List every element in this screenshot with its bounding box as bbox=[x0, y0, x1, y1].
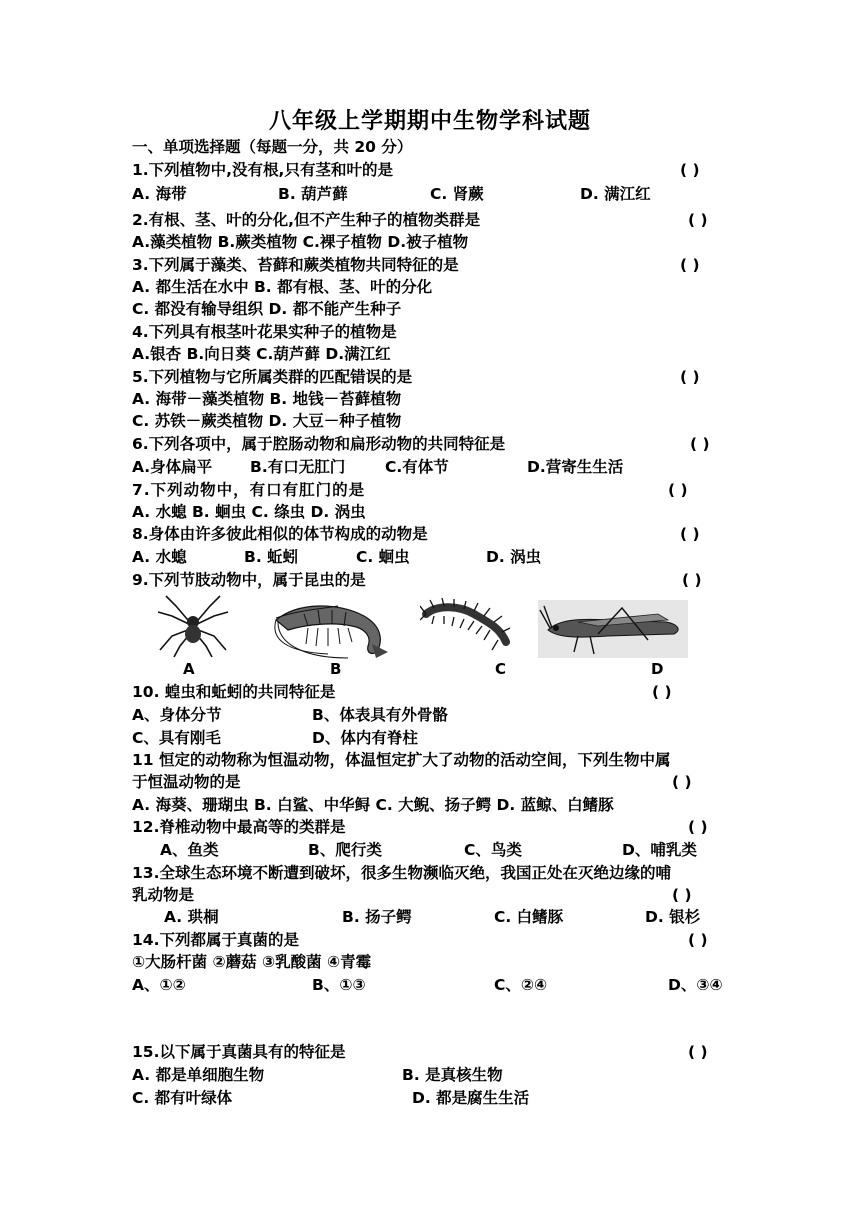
answer-bracket-3[interactable]: ( ) bbox=[680, 256, 700, 274]
q8-option-d: D. 涡虫 bbox=[486, 548, 542, 566]
answer-bracket-8[interactable]: ( ) bbox=[680, 525, 700, 543]
answer-bracket-9[interactable]: ( ) bbox=[682, 571, 702, 589]
q15-option-c: C. 都有叶绿体 bbox=[132, 1089, 233, 1107]
question-13: 13.全球生态环境不断遭到破坏，很多生物濒临灭绝，我国正处在灭绝边缘的哺 bbox=[132, 864, 671, 882]
image-label-b: B bbox=[330, 660, 342, 678]
q13-option-d: D. 银杉 bbox=[645, 908, 701, 926]
q10-option-b: B、体表具有外骨骼 bbox=[312, 706, 448, 724]
section-heading: 一、单项选择题（每题一分，共 20 分） bbox=[132, 138, 413, 156]
question-10: 10. 蝗虫和蚯蚓的共同特征是 bbox=[132, 683, 336, 701]
answer-bracket-13[interactable]: ( ) bbox=[672, 886, 692, 904]
q14-option-d: D、③④ bbox=[668, 976, 723, 994]
question-13-cont: 乳动物是 bbox=[132, 886, 195, 904]
q3-options-cd: C. 都没有输导组织 D. 都不能产生种子 bbox=[132, 300, 402, 318]
q14-items: ①大肠杆菌 ②蘑菇 ③乳酸菌 ④青霉 bbox=[132, 953, 372, 971]
q8-option-c: C. 蛔虫 bbox=[356, 548, 410, 566]
answer-bracket-6[interactable]: ( ) bbox=[690, 435, 710, 453]
q13-option-a: A. 珙桐 bbox=[164, 908, 219, 926]
question-11-cont: 于恒温动物的是 bbox=[132, 773, 241, 791]
question-15: 15.以下属于真菌具有的特征是 bbox=[132, 1043, 346, 1061]
q15-option-b: B. 是真核生物 bbox=[402, 1066, 503, 1084]
q8-option-a: A. 水螅 bbox=[132, 548, 187, 566]
question-6: 6.下列各项中，属于腔肠动物和扁形动物的共同特征是 bbox=[132, 435, 506, 453]
question-7: 7.下列动物中，有口有肛门的是 bbox=[132, 481, 366, 499]
q12-option-b: B、爬行类 bbox=[308, 841, 382, 859]
q13-option-b: B. 扬子鳄 bbox=[342, 908, 412, 926]
q10-option-c: C、具有刚毛 bbox=[132, 729, 221, 747]
answer-bracket-12[interactable]: ( ) bbox=[688, 818, 708, 836]
q2-options: A.藻类植物 B.蕨类植物 C.裸子植物 D.被子植物 bbox=[132, 233, 469, 251]
shrimp-image bbox=[268, 600, 392, 662]
question-5: 5.下列植物与它所属类群的匹配错误的是 bbox=[132, 368, 413, 386]
q1-option-a: A. 海带 bbox=[132, 185, 187, 203]
question-2: 2.有根、茎、叶的分化,但不产生种子的植物类群是 bbox=[132, 211, 481, 229]
page-title: 八年级上学期期中生物学科试题 bbox=[268, 109, 591, 134]
q12-option-d: D、哺乳类 bbox=[622, 841, 697, 859]
q1-option-b: B. 葫芦藓 bbox=[278, 185, 348, 203]
q6-option-c: C.有体节 bbox=[385, 458, 449, 476]
question-14: 14.下列都属于真菌的是 bbox=[132, 931, 299, 949]
answer-bracket-10[interactable]: ( ) bbox=[652, 683, 672, 701]
q6-option-b: B.有口无肛门 bbox=[250, 458, 346, 476]
question-12: 12.脊椎动物中最高等的类群是 bbox=[132, 818, 346, 836]
q7-options: A. 水螅 B. 蛔虫 C. 绦虫 D. 涡虫 bbox=[132, 503, 366, 521]
question-9: 9.下列节肢动物中，属于昆虫的是 bbox=[132, 571, 366, 589]
answer-bracket-14[interactable]: ( ) bbox=[688, 931, 708, 949]
q1-option-d: D. 满江红 bbox=[580, 185, 651, 203]
grasshopper-image bbox=[538, 600, 688, 658]
q6-option-a: A.身体扁平 bbox=[132, 458, 213, 476]
answer-bracket-15[interactable]: ( ) bbox=[688, 1043, 708, 1061]
q6-option-d: D.营寄生生活 bbox=[527, 458, 624, 476]
q11-options: A. 海葵、珊瑚虫 B. 白鲨、中华鲟 C. 大鲵、扬子鳄 D. 蓝鲸、白鳍豚 bbox=[132, 796, 614, 814]
answer-bracket-5[interactable]: ( ) bbox=[680, 368, 700, 386]
q3-options-ab: A. 都生活在水中 B. 都有根、茎、叶的分化 bbox=[132, 278, 433, 296]
q5-options-ab: A. 海带－藻类植物 B. 地钱－苔藓植物 bbox=[132, 390, 402, 408]
q13-option-c: C. 白鳍豚 bbox=[494, 908, 564, 926]
spider-image bbox=[156, 594, 230, 658]
q14-option-c: C、②④ bbox=[494, 976, 548, 994]
q12-option-c: C、鸟类 bbox=[464, 841, 522, 859]
q4-options: A.银杏 B.向日葵 C.葫芦藓 D.满江红 bbox=[132, 345, 391, 363]
question-11: 11 恒定的动物称为恒温动物，体温恒定扩大了动物的活动空间，下列生物中属 bbox=[132, 751, 671, 769]
q14-option-a: A、①② bbox=[132, 976, 186, 994]
centipede-image bbox=[420, 598, 512, 656]
answer-bracket-11[interactable]: ( ) bbox=[672, 773, 692, 791]
question-3: 3.下列属于藻类、苔藓和蕨类植物共同特征的是 bbox=[132, 256, 459, 274]
image-label-d: D bbox=[651, 660, 664, 678]
image-label-a: A bbox=[183, 660, 195, 678]
q15-option-d: D. 都是腐生生活 bbox=[412, 1089, 530, 1107]
q5-options-cd: C. 苏铁－蕨类植物 D. 大豆－种子植物 bbox=[132, 412, 402, 430]
image-label-c: C bbox=[495, 660, 507, 678]
q14-option-b: B、①③ bbox=[312, 976, 366, 994]
q12-option-a: A、鱼类 bbox=[160, 841, 219, 859]
answer-bracket-1[interactable]: ( ) bbox=[680, 161, 700, 179]
question-4: 4.下列具有根茎叶花果实种子的植物是 bbox=[132, 323, 397, 341]
question-8: 8.身体由许多彼此相似的体节构成的动物是 bbox=[132, 525, 428, 543]
q10-option-a: A、身体分节 bbox=[132, 706, 222, 724]
answer-bracket-7[interactable]: ( ) bbox=[668, 481, 688, 499]
question-1: 1.下列植物中,没有根,只有茎和叶的是 bbox=[132, 161, 393, 179]
answer-bracket-2[interactable]: ( ) bbox=[688, 211, 708, 229]
q1-option-c: C. 肾蕨 bbox=[430, 185, 484, 203]
q10-option-d: D、体内有脊柱 bbox=[312, 729, 418, 747]
q8-option-b: B. 蚯蚓 bbox=[244, 548, 299, 566]
q15-option-a: A. 都是单细胞生物 bbox=[132, 1066, 265, 1084]
